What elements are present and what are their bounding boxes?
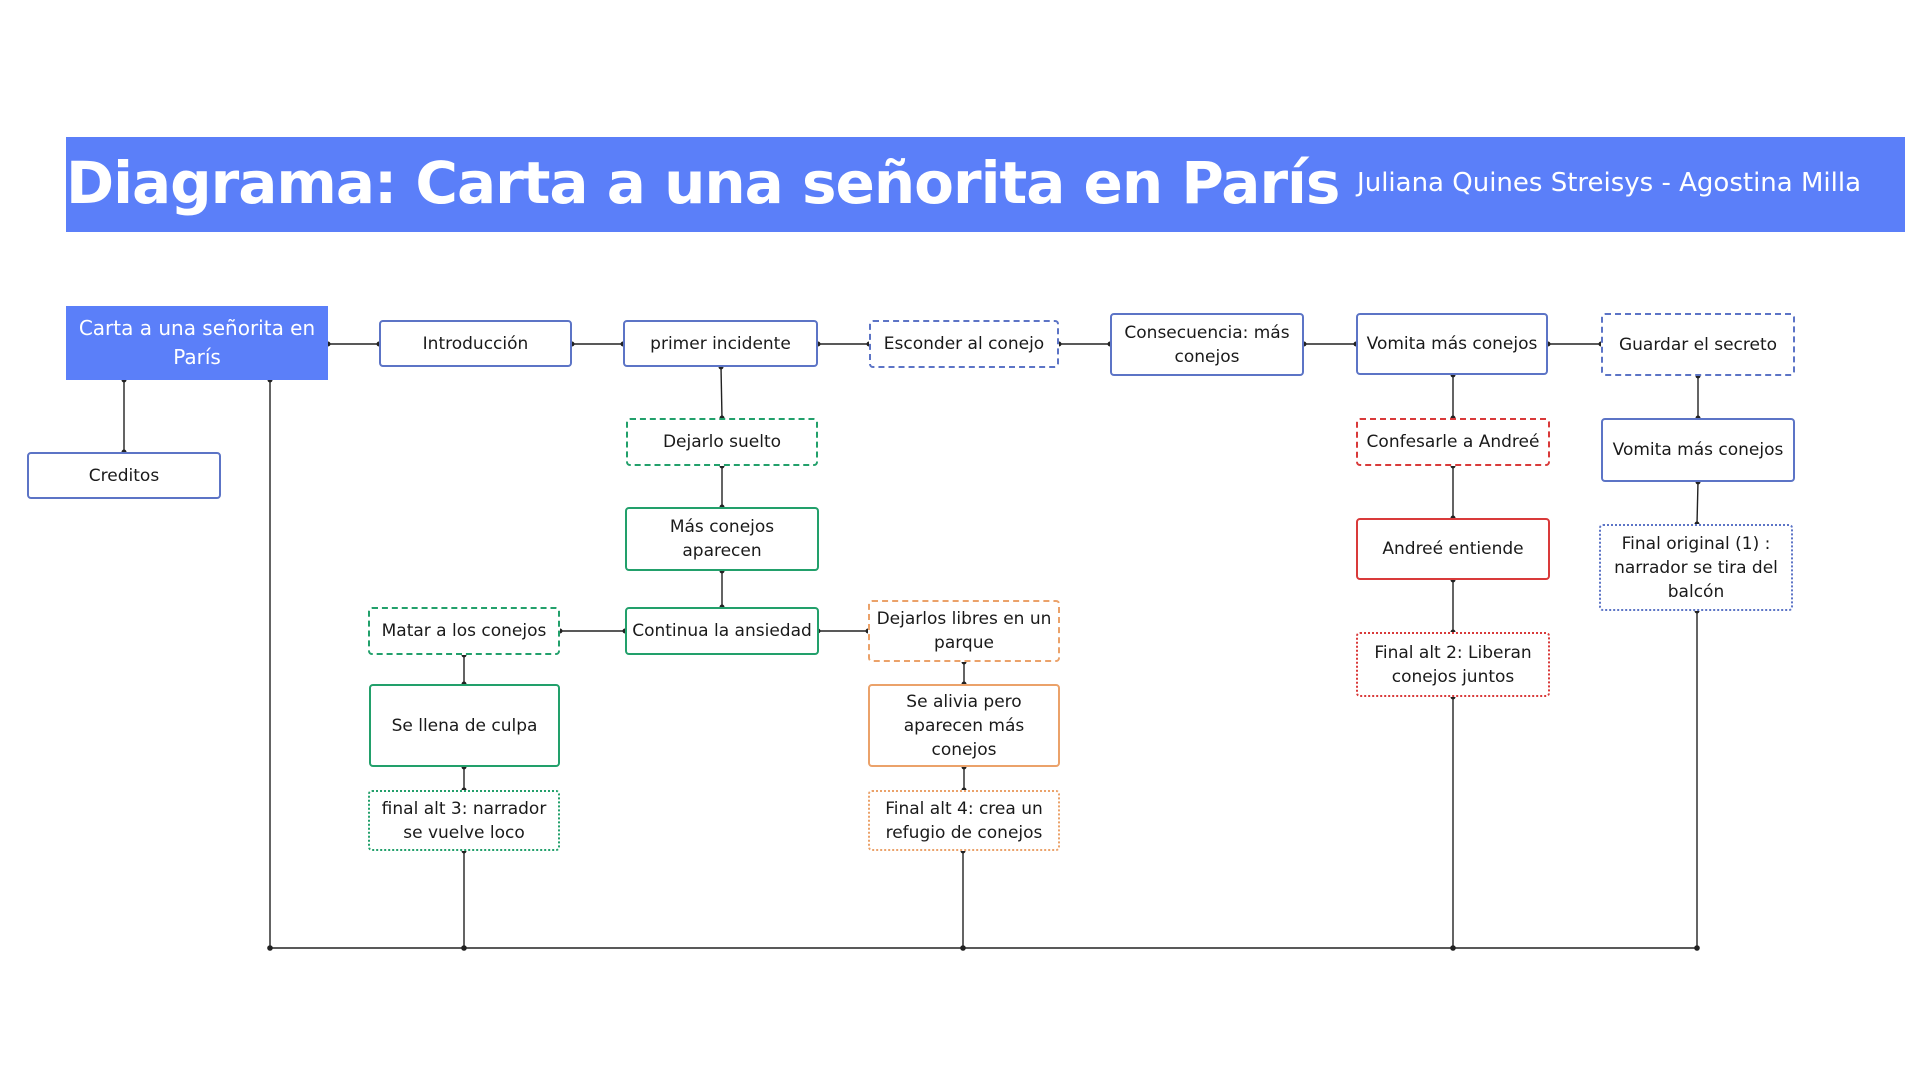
node-final-original-1[interactable]: Final original (1) : narrador se tira del balcón [1599, 524, 1793, 611]
node-mas-conejos-aparecen[interactable]: Más conejos aparecen [625, 507, 819, 571]
node-vomita-conejos-1[interactable]: Vomita más conejos [1356, 313, 1548, 375]
node-introduccion[interactable]: Introducción [379, 320, 572, 367]
node-esconder-conejo[interactable]: Esconder al conejo [869, 320, 1059, 368]
node-final-alt-3[interactable]: final alt 3: narrador se vuelve loco [368, 790, 560, 851]
authors: Juliana Quines Streisys - Agostina Milla [1357, 168, 1861, 198]
node-matar-conejos[interactable]: Matar a los conejos [368, 607, 560, 655]
node-confesarle-andree[interactable]: Confesarle a Andreé [1356, 418, 1550, 466]
node-dejarlos-libres[interactable]: Dejarlos libres en un parque [868, 600, 1060, 662]
node-andree-entiende[interactable]: Andreé entiende [1356, 518, 1550, 580]
node-vomita-conejos-2[interactable]: Vomita más conejos [1601, 418, 1795, 482]
node-continua-ansiedad[interactable]: Continua la ansiedad [625, 607, 819, 655]
edge-incidente-dejarlo [721, 367, 722, 418]
node-se-llena-de-culpa[interactable]: Se llena de culpa [369, 684, 560, 767]
node-guardar-secreto[interactable]: Guardar el secreto [1601, 313, 1795, 376]
node-se-alivia[interactable]: Se alivia pero aparecen más conejos [868, 684, 1060, 767]
edge-vomita2-final1 [1697, 482, 1698, 524]
diagram-title: Diagrama: Carta a una señorita en París [66, 149, 1340, 217]
node-primer-incidente[interactable]: primer incidente [623, 320, 818, 367]
node-creditos[interactable]: Creditos [27, 452, 221, 499]
node-final-alt-2[interactable]: Final alt 2: Liberan conejos juntos [1356, 632, 1550, 697]
node-root[interactable]: Carta a una señorita en París [66, 306, 328, 380]
node-consecuencia[interactable]: Consecuencia: más conejos [1110, 313, 1304, 376]
node-dejarlo-suelto[interactable]: Dejarlo suelto [626, 418, 818, 466]
node-final-alt-4[interactable]: Final alt 4: crea un refugio de conejos [868, 790, 1060, 851]
